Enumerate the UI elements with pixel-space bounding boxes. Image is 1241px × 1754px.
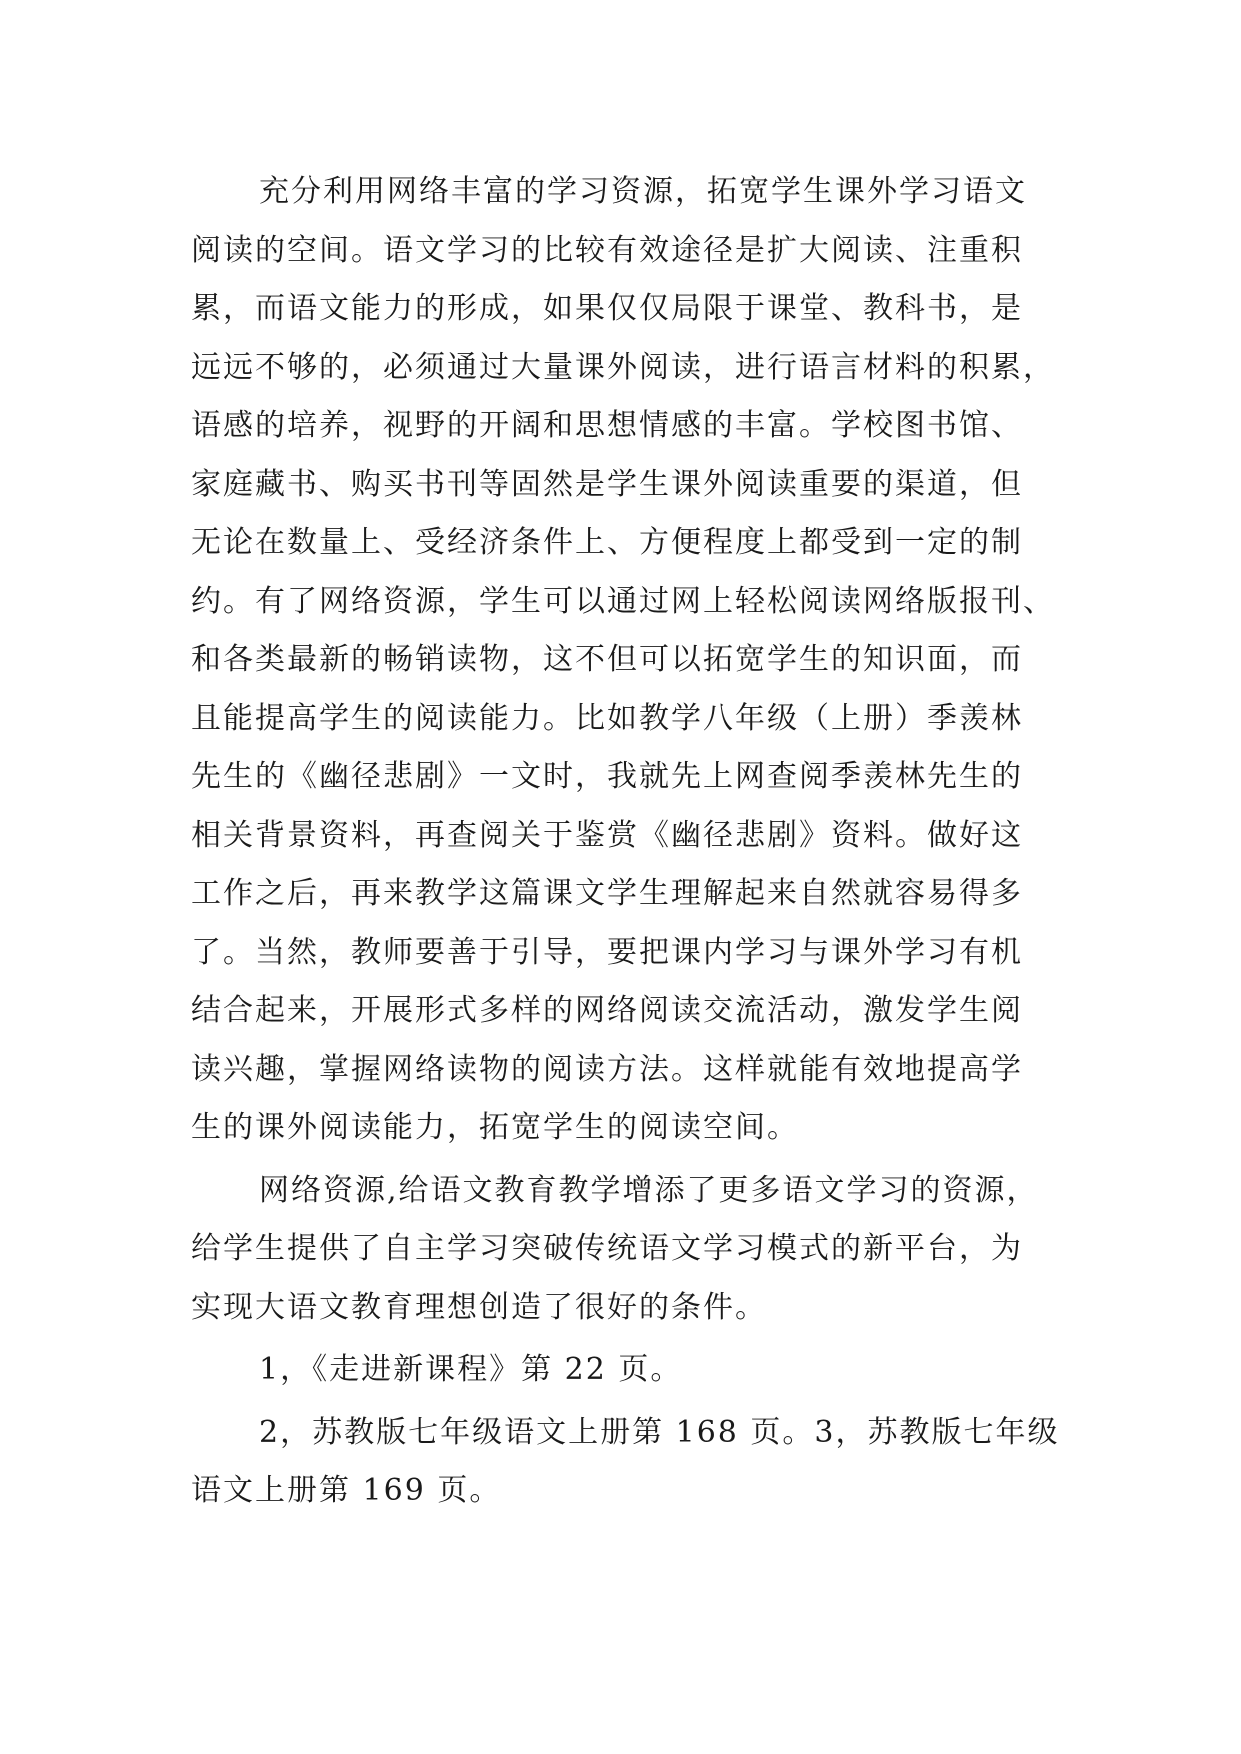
text-line: 充分利用网络丰富的学习资源，拓宽学生课外学习语文 — [259, 174, 1027, 209]
text-line: 先生的《幽径悲剧》一文时，我就先上网查阅季羡林先生的 — [191, 759, 1023, 794]
text-line: 累，而语文能力的形成，如果仅仅局限于课堂、教科书，是 — [191, 291, 1023, 326]
text-line: 无论在数量上、受经济条件上、方便程度上都受到一定的制 — [191, 525, 1023, 560]
paragraph-2 — [191, 1162, 1051, 1338]
text-line: 读兴趣，掌握网络读物的阅读方法。这样就能有效地提高学 — [191, 1051, 1023, 1087]
reference-2 — [191, 1404, 1060, 1521]
text-line: 2，苏教版七年级语文上册第 168 页。3，苏教版七年级 — [259, 1414, 1060, 1450]
text-line: 1，《走进新课程》第 22 页。 — [259, 1352, 683, 1387]
text-line: 家庭藏书、购买书刊等固然是学生课外阅读重要的渠道，但 — [191, 466, 1023, 502]
text-line: 约。有了网络资源，学生可以通过网上轻松阅读网络版报刊、 — [191, 583, 1055, 619]
text-line: 结合起来，开展形式多样的网络阅读交流活动，激发学生阅 — [191, 993, 1023, 1028]
text-line: 远远不够的，必须通过大量课外阅读，进行语言材料的积累， — [191, 349, 1055, 385]
text-line: 给学生提供了自主学习突破传统语文学习模式的新平台，为 — [191, 1231, 1023, 1266]
paragraph-1 — [191, 163, 1055, 1158]
text-line: 实现大语文教育理想创造了很好的条件。 — [191, 1289, 767, 1325]
text-line: 了。当然，教师要善于引导，要把课内学习与课外学习有机 — [191, 934, 1023, 970]
text-line: 语感的培养，视野的开阔和思想情感的丰富。学校图书馆、 — [191, 408, 1023, 443]
text-line: 相关背景资料，再查阅关于鉴赏《幽径悲剧》资料。做好这 — [191, 817, 1023, 853]
text-line: 阅读的空间。语文学习的比较有效途径是扩大阅读、注重积 — [191, 232, 1023, 268]
document-body — [191, 163, 1060, 1521]
text-line: 和各类最新的畅销读物，这不但可以拓宽学生的知识面，而 — [191, 642, 1023, 677]
text-line: 网络资源,给语文教育教学增添了更多语文学习的资源， — [259, 1172, 1039, 1208]
text-line: 且能提高学生的阅读能力。比如教学八年级（上册）季羡林 — [191, 700, 1023, 736]
reference-1 — [191, 1341, 1051, 1400]
text-line: 生的课外阅读能力，拓宽学生的阅读空间。 — [191, 1110, 799, 1145]
text-line: 语文上册第 169 页。 — [191, 1473, 502, 1508]
text-line: 工作之后，再来教学这篇课文学生理解起来自然就容易得多 — [191, 876, 1023, 911]
